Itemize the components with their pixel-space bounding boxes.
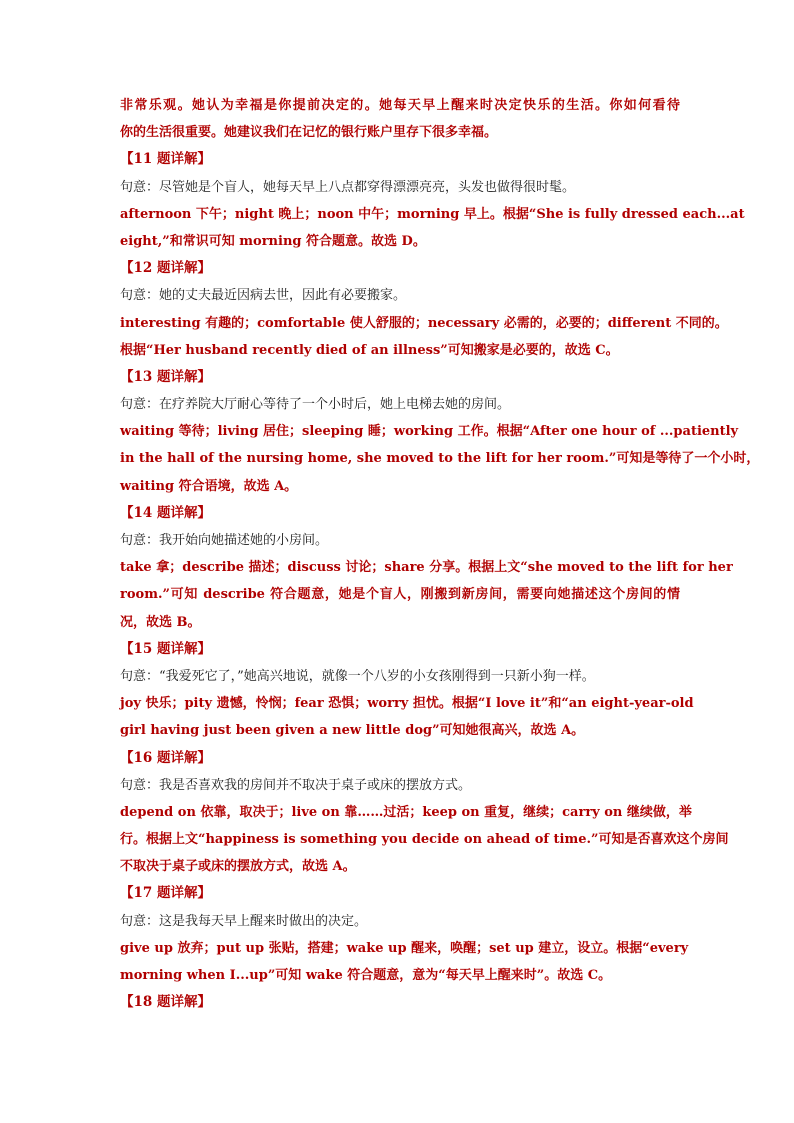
text-line: joy 快乐；pity 遗憾，怜悯；fear 恐惧；worry 担忧。根据“I love it”和“an eight-year-old [120,696,694,712]
sentence-meaning: 句意：“我爱死它了，”她高兴地说，就像一个八岁的小女孩刚得到一只新小狗一样。 [120,668,595,684]
text-line: in the hall of the nursing home, she moved to the lift for her room.”可知是等待了一个小时， [120,451,760,467]
sentence-meaning: 句意：我是否喜欢我的房间并不取决于桌子或床的摆放方式。 [120,777,472,793]
text-line: waiting 符合语境，故选 A。 [120,478,298,494]
text-line: take 拿；describe 描述；discuss 讨论；share 分享。根据上文“she moved to the lift for her [120,560,733,576]
question-heading: 【17 题详解】 [120,885,211,902]
question-heading: 【16 题详解】 [120,749,211,766]
text-line: eight,”和常识可知 morning 符合题意。故选 D。 [120,233,426,249]
sentence-meaning: 句意：在疗养院大厅耐心等待了一个小时后，她上电梯去她的房间。 [120,397,511,413]
question-heading: 【14 题详解】 [120,504,211,521]
sentence-meaning: 句意：这是我每天早上醒来时做出的决定。 [120,913,368,929]
text-line: morning when I...up”可知 wake 符合题意，意为“每天早上醒来时”。故选 C。 [120,968,612,983]
text-line: 况，故选 B。 [120,614,201,630]
text-line: afternoon 下午；night 晚上；noon 中午；morning 早上。根据“She is fully dressed each...at [120,206,745,222]
question-heading: 【15 题详解】 [120,640,211,657]
text-line: 根据“Her husband recently died of an illness”可知搬家是必要的，故选 C。 [120,342,619,358]
question-heading: 【13 题详解】 [120,368,211,385]
text-line: give up 放弃；put up 张贴，搭建；wake up 醒来，唤醒；set up 建立，设立。根据“every [120,940,689,956]
text-line: girl having just been given a new little dog”可知她很高兴，故选 A。 [120,723,585,739]
question-heading: 【12 题详解】 [120,260,211,277]
question-heading: 【11 题详解】 [120,151,211,168]
document-content [120,92,760,1016]
text-line: 行。根据上文“happiness is something you decide on ahead of time.”可知是否喜欢这个房间 [120,832,729,848]
text-line: 非常乐观。她认为幸福是你提前决定的。她每天早上醒来时决定快乐的生活。你如何看待 [120,98,680,113]
sentence-meaning: 句意：她的丈夫最近因病去世，因此有必要搬家。 [120,288,407,304]
text-line: 你的生活很重要。她建议我们在记忆的银行账户里存下很多幸福。 [120,125,498,141]
text-line: 不取决于桌子或床的摆放方式，故选 A。 [120,859,356,875]
sentence-meaning: 句意：尽管她是个盲人，她每天早上八点都穿得漂漂亮亮，头发也做得很时髦。 [120,179,576,195]
text-line: interesting 有趣的；comfortable 使人舒服的；necessary 必需的，必要的；different 不同的。 [120,315,728,331]
question-heading: 【18 题详解】 [120,994,211,1011]
text-line: room.”可知 describe 符合题意，她是个盲人，刚搬到新房间，需要向她描述这个房间的情 [120,587,680,603]
text-line: waiting 等待；living 居住；sleeping 睡；working 工作。根据“After one hour of ...patiently [120,424,739,440]
text-line: depend on 依靠，取决于；live on 靠……过活；keep on 重复，继续；carry on 继续做，举 [120,804,692,820]
sentence-meaning: 句意：我开始向她描述她的小房间。 [120,533,329,548]
